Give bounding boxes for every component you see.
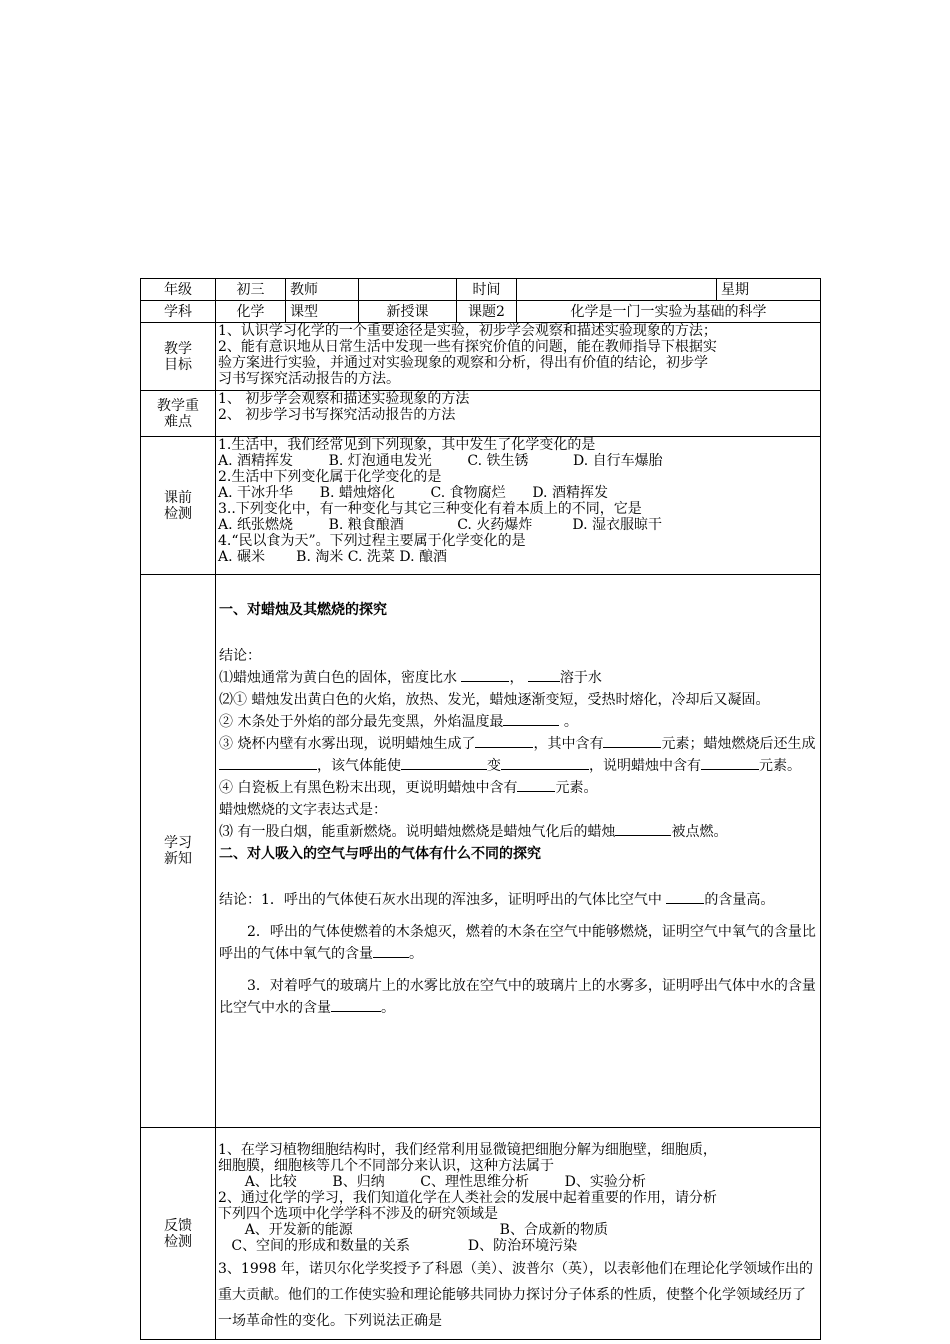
answer-blank[interactable] bbox=[666, 889, 704, 904]
precheck-line: A. 碾米 B. 淘米 C. 洗菜 D. 酿酒 bbox=[218, 549, 447, 565]
paragraph: ④ 白瓷板上有黑色粉末出现，更说明蜡烛中含有 元素。 bbox=[219, 777, 817, 799]
difficulty-row bbox=[141, 391, 821, 437]
conclusion-label: 结论： bbox=[219, 648, 261, 664]
class-type-label: 课型 bbox=[286, 301, 359, 323]
goal-line: 1、认识学习化学的一个重要途径是实验，初步学会观察和描述实验现象的方法； bbox=[218, 323, 717, 339]
subject-label: 学科 bbox=[141, 301, 216, 323]
precheck-content bbox=[216, 437, 821, 575]
time-value bbox=[517, 279, 717, 301]
paragraph: 蜡烛燃烧的文字表达式是： bbox=[219, 802, 387, 818]
feedback-line: A、比较 B、归纳 C、理性思维分析 D、实验分析 bbox=[218, 1174, 646, 1190]
precheck-line: 3..下列变化中，有一种变化与其它三种变化有着本质上的不同，它是 bbox=[218, 501, 642, 517]
paragraph: ③ 烧杯内壁有水雾出现，说明蜡烛生成了 ，其中含有 元素；蜡烛燃烧后还生成，该气体能使 变 ，说明蜡烛中含有 元素。 bbox=[219, 733, 817, 777]
paragraph: 3．对着呼气的玻璃片上的水雾比放在空气中的玻璃片上的水雾多，证明呼出气体中水的含量比空气中水的含量 。 bbox=[219, 978, 816, 1016]
grade-value: 初三 bbox=[216, 279, 286, 301]
answer-blank[interactable] bbox=[401, 755, 487, 770]
header-row-1 bbox=[141, 279, 821, 301]
answer-blank[interactable] bbox=[603, 733, 661, 748]
weekday-label: 星期 bbox=[717, 279, 821, 301]
feedback-content bbox=[216, 1128, 821, 1340]
topic-label: 课题2 bbox=[457, 301, 517, 323]
precheck-row bbox=[141, 437, 821, 575]
feedback-line: 细胞膜，细胞核等几个不同部分来认识，这种方法属于 bbox=[218, 1158, 554, 1174]
answer-blank[interactable] bbox=[503, 711, 559, 726]
precheck-line: A. 酒精挥发 B. 灯泡通电发光 C. 铁生锈 D. 自行车爆胎 bbox=[218, 453, 663, 469]
paragraph: ⑶ 有一股白烟，能重新燃烧。说明蜡烛燃烧是蜡烛气化后的蜡烛 被点燃。 bbox=[219, 821, 817, 843]
teacher-label: 教师 bbox=[286, 279, 359, 301]
precheck-line: A. 干冰升华 B. 蜡烛熔化 C. 食物腐烂 D. 酒精挥发 bbox=[218, 485, 608, 501]
paragraph: ⑴蜡烛通常为黄白色的固体，密度比水 ， 溶于水 bbox=[219, 667, 817, 689]
grade-label: 年级 bbox=[141, 279, 216, 301]
paragraph: 2．呼出的气体使燃着的木条熄灭，燃着的木条在空气中能够燃烧，证明空气中氧气的含量比呼出的气体中氧气的含量 。 bbox=[219, 924, 816, 962]
answer-blank[interactable] bbox=[373, 943, 409, 958]
teacher-value bbox=[359, 279, 457, 301]
precheck-line: A. 纸张燃烧 B. 粮食酿酒 C. 火药爆炸 D. 湿衣服晾干 bbox=[218, 517, 662, 533]
goal-line: 验方案进行实验，并通过对实验现象的观察和分析，得出有价值的结论，初步学 bbox=[218, 355, 708, 371]
lesson-plan-table bbox=[140, 278, 821, 1340]
answer-blank[interactable] bbox=[517, 777, 555, 792]
difficulty-content bbox=[216, 391, 821, 437]
subject-value: 化学 bbox=[216, 301, 286, 323]
study-label: 学习 新知 bbox=[141, 575, 216, 1128]
answer-blank[interactable] bbox=[219, 755, 317, 770]
difficulty-line: 2、 初步学习书写探究活动报告的方法 bbox=[218, 407, 456, 423]
goals-content bbox=[216, 323, 821, 391]
goal-line: 习书写探究活动报告的方法。 bbox=[218, 371, 400, 387]
goals-row bbox=[141, 323, 821, 391]
answer-blank[interactable] bbox=[615, 821, 671, 836]
precheck-line: 1.生活中，我们经常见到下列现象，其中发生了化学变化的是 bbox=[218, 437, 596, 453]
difficulty-line: 1、 初步学会观察和描述实验现象的方法 bbox=[218, 391, 470, 407]
paragraph: ⑵① 蜡烛发出黄白色的火焰，放热、发光，蜡烛逐渐变短，受热时熔化，冷却后又凝固。 bbox=[219, 692, 770, 708]
study-content bbox=[216, 575, 821, 1128]
precheck-label: 课前 检测 bbox=[141, 437, 216, 575]
answer-blank[interactable] bbox=[461, 667, 509, 682]
time-label: 时间 bbox=[457, 279, 517, 301]
section-title: 二、对人吸入的空气与呼出的气体有什么不同的探究 bbox=[219, 846, 541, 862]
feedback-line: 2、通过化学的学习，我们知道化学在人类社会的发展中起着重要的作用，请分析 bbox=[218, 1190, 717, 1206]
answer-blank[interactable] bbox=[331, 997, 381, 1012]
feedback-label: 反馈 检测 bbox=[141, 1128, 216, 1340]
goal-line: 2、能有意识地从日常生活中发现一些有探究价值的问题，能在教师指导下根据实 bbox=[218, 339, 717, 355]
goals-label: 教学 目标 bbox=[141, 323, 216, 391]
study-row bbox=[141, 575, 821, 1128]
answer-blank[interactable] bbox=[475, 733, 533, 748]
section-title: 一、对蜡烛及其燃烧的探究 bbox=[219, 602, 387, 618]
precheck-line: 4.“民以食为天”。下列过程主要属于化学变化的是 bbox=[218, 533, 526, 549]
header-row-2 bbox=[141, 301, 821, 323]
class-type-value: 新授课 bbox=[359, 301, 457, 323]
feedback-line: 下列四个选项中化学学科不涉及的研究领域是 bbox=[218, 1206, 498, 1222]
feedback-line: 1、在学习植物细胞结构时，我们经常利用显微镜把细胞分解为细胞壁，细胞质， bbox=[218, 1142, 717, 1158]
paragraph: 结论：1．呼出的气体使石灰水出现的浑浊多，证明呼出的气体比空气中 的含量高。 bbox=[219, 889, 817, 911]
feedback-question-3: 3、1998 年，诺贝尔化学奖授予了科恩（美）、波普尔（英），以表彰他们在理论化学领域作出的重大贡献。他们的工作使实验和理论能够共同协力探讨分子体系的性质，使整个化学领域经历了一场革命性的变化。下列说法正确是 bbox=[218, 1261, 813, 1329]
answer-blank[interactable] bbox=[501, 755, 589, 770]
difficulty-label: 教学重 难点 bbox=[141, 391, 216, 437]
feedback-line: C、空间的形成和数量的关系 D、防治环境污染 bbox=[218, 1238, 578, 1254]
precheck-line: 2.生活中下列变化属于化学变化的是 bbox=[218, 469, 442, 485]
topic-value: 化学是一门一实验为基础的科学 bbox=[517, 301, 821, 323]
feedback-line: A、开发新的能源 B、合成新的物质 bbox=[218, 1222, 608, 1238]
paragraph: ② 木条处于外焰的部分最先变黑，外焰温度最 。 bbox=[219, 711, 817, 733]
answer-blank[interactable] bbox=[528, 667, 560, 682]
feedback-row bbox=[141, 1128, 821, 1340]
answer-blank[interactable] bbox=[701, 755, 759, 770]
